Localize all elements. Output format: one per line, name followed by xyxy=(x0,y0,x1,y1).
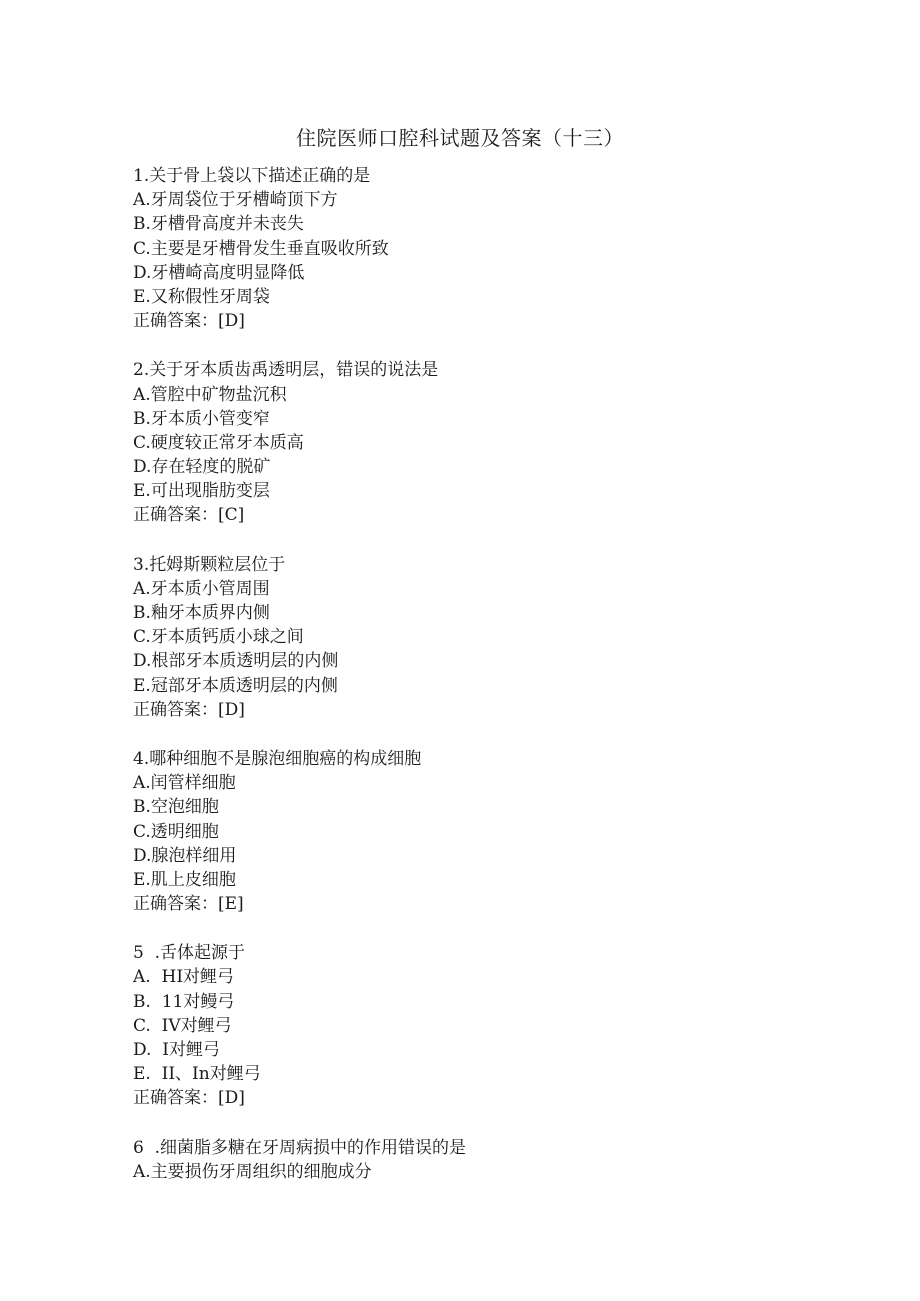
question-stem: 2.关于牙本质齿禹透明层，错误的说法是 xyxy=(133,360,439,381)
question-list xyxy=(133,164,833,1209)
option-a: A.牙本质小管周围 xyxy=(133,578,270,599)
answer-line: 正确答案：[D] xyxy=(133,311,245,332)
option-b: B.空泡细胞 xyxy=(133,797,219,818)
question-item xyxy=(133,941,833,1110)
option-e: E.冠部牙本质透明层的内侧 xyxy=(133,675,338,696)
option-e: E. II、In对鲤弓 xyxy=(133,1064,261,1085)
question-item xyxy=(133,747,833,916)
option-a: A.主要损伤牙周组织的细胞成分 xyxy=(133,1161,372,1182)
option-d: D.根部牙本质透明层的内侧 xyxy=(133,651,339,672)
option-a: A.闰管样细胞 xyxy=(133,773,236,794)
answer-line: 正确答案：[C] xyxy=(133,505,245,526)
option-e: E.肌上皮细胞 xyxy=(133,869,236,890)
option-d: D.腺泡样细用 xyxy=(133,845,237,866)
option-a: A.牙周袋位于牙槽崎顶下方 xyxy=(133,190,338,211)
question-stem: 6 .细菌脂多糖在牙周病损中的作用错误的是 xyxy=(133,1137,467,1158)
option-c: C.牙本质钙质小球之间 xyxy=(133,627,304,648)
answer-line: 正确答案：[D] xyxy=(133,1088,245,1109)
option-a: A.管腔中矿物盐沉积 xyxy=(133,384,287,405)
question-stem: 5 .舌体起源于 xyxy=(133,943,246,964)
question-item xyxy=(133,553,833,722)
question-item xyxy=(133,164,833,333)
option-e: E.可出现脂肪变层 xyxy=(133,481,270,502)
question-stem: 1.关于骨上袋以下描述正确的是 xyxy=(133,166,371,186)
question-item xyxy=(133,358,833,527)
question-stem: 4.哪种细胞不是腺泡细胞癌的构成细胞 xyxy=(133,748,422,769)
option-b: B.牙槽骨高度并未丧失 xyxy=(133,214,304,235)
option-c: C.硬度较正常牙本质高 xyxy=(133,432,304,453)
option-d: D. I对鲤弓 xyxy=(133,1040,220,1060)
option-b: B.釉牙本质界内侧 xyxy=(133,603,270,623)
answer-line: 正确答案：[D] xyxy=(133,699,245,720)
option-c: C.透明细胞 xyxy=(133,821,219,842)
option-d: D.牙槽崎高度明显降低 xyxy=(133,262,305,283)
option-b: B. 11对鳗弓 xyxy=(133,991,235,1012)
option-c: C. IV对鲤弓 xyxy=(133,1015,232,1036)
option-c: C.主要是牙槽骨发生垂直吸收所致 xyxy=(133,238,389,259)
option-e: E.又称假性牙周袋 xyxy=(133,286,270,307)
page-title: 住院医师口腔科试题及答案（十三） xyxy=(296,126,624,150)
option-a: A. HI对鲤弓 xyxy=(133,967,235,988)
option-d: D.存在轻度的脱矿 xyxy=(133,457,271,478)
answer-line: 正确答案：[E] xyxy=(133,894,244,915)
question-stem: 3.托姆斯颗粒层位于 xyxy=(133,554,286,575)
question-item xyxy=(133,1136,833,1184)
option-b: B.牙本质小管变窄 xyxy=(133,408,270,429)
